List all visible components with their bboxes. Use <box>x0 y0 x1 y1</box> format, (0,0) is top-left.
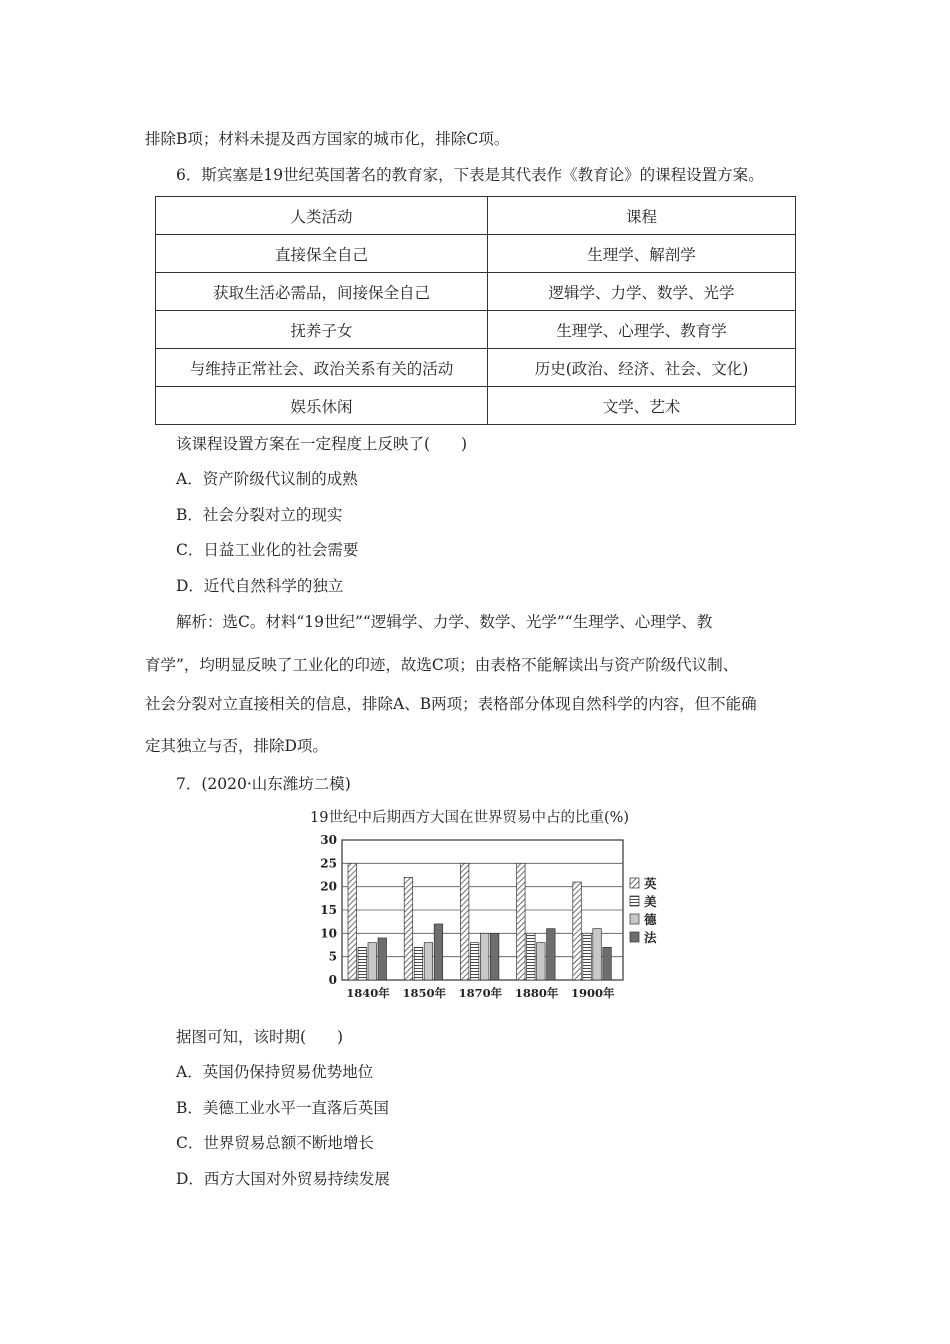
bar <box>547 929 556 980</box>
table-cell: 生理学、解剖学 <box>488 235 796 273</box>
table-row <box>156 273 796 311</box>
table-cell: 娱乐休闲 <box>156 387 488 425</box>
bar <box>434 924 443 980</box>
y-tick-label: 10 <box>320 926 337 941</box>
y-tick-label: 0 <box>328 973 337 987</box>
option-b: B．美德工业水平一直落后英国 <box>176 1099 389 1117</box>
bar <box>348 863 357 980</box>
table-cell: 获取生活必需品，间接保全自己 <box>156 273 488 311</box>
table-row <box>156 349 796 387</box>
question-6-stem: 该课程设置方案在一定程度上反映了( ) <box>176 435 468 453</box>
bar <box>490 933 499 980</box>
table-cell: 文学、艺术 <box>488 387 796 425</box>
table-cell: 直接保全自己 <box>156 235 488 273</box>
y-tick-label: 5 <box>328 949 337 964</box>
table-header: 课程 <box>488 197 796 235</box>
question-7-stem: 据图可知，该时期( ) <box>176 1028 344 1046</box>
x-tick-label: 1870年 <box>458 986 503 1000</box>
x-tick-label: 1840年 <box>346 986 390 1000</box>
bar <box>460 863 469 980</box>
bar <box>593 929 602 980</box>
y-tick-label: 25 <box>320 856 337 871</box>
table-row <box>156 311 796 349</box>
option-d: D．近代自然科学的独立 <box>176 577 344 595</box>
table-cell: 历史(政治、经济、社会、文化) <box>488 349 796 387</box>
x-tick-label: 1900年 <box>571 986 615 1000</box>
option-d: D．西方大国对外贸易持续发展 <box>176 1170 390 1188</box>
bar <box>368 943 377 980</box>
text-line: 排除B项；材料未提及西方国家的城市化，排除C项。 <box>145 130 510 148</box>
bar <box>470 943 479 980</box>
table-header: 人类活动 <box>156 197 488 235</box>
table-cell: 与维持正常社会、政治关系有关的活动 <box>156 349 488 387</box>
bar <box>517 863 526 980</box>
bar <box>424 943 433 980</box>
bar <box>527 933 536 980</box>
bar <box>537 943 546 980</box>
legend-label: 法 <box>644 930 657 945</box>
question-6: 6．斯宾塞是19世纪英国著名的教育家，下表是其代表作《教育论》的课程设置方案。 <box>176 166 764 184</box>
legend-swatch <box>630 914 639 924</box>
y-tick-label: 20 <box>320 879 337 894</box>
table-cell: 生理学、心理学、教育学 <box>488 311 796 349</box>
legend-label: 英 <box>644 876 657 891</box>
curriculum-table <box>155 196 796 425</box>
trade-share-chart <box>305 830 685 1005</box>
y-tick-label: 30 <box>320 833 337 847</box>
bar <box>404 877 413 980</box>
bar <box>603 947 612 980</box>
analysis-line: 解析：选C。材料“19世纪”“逻辑学、力学、数学、光学”“生理学、心理学、教 <box>176 613 713 631</box>
option-b: B．社会分裂对立的现实 <box>176 506 343 524</box>
legend-label: 德 <box>644 912 657 927</box>
legend-swatch <box>630 896 639 906</box>
table-cell: 抚养子女 <box>156 311 488 349</box>
bar <box>480 933 489 980</box>
option-a: A．英国仍保持贸易优势地位 <box>176 1063 374 1081</box>
y-tick-label: 15 <box>320 903 337 917</box>
bar <box>583 933 592 980</box>
table-row <box>156 235 796 273</box>
table-row <box>156 387 796 425</box>
chart-title: 19世纪中后期西方大国在世界贸易中占的比重(%) <box>310 810 630 826</box>
analysis-line: 育学”，均明显反映了工业化的印迹，故选C项；由表格不能解读出与资产阶级代议制、 <box>145 656 739 674</box>
analysis-line: 社会分裂对立直接相关的信息，排除A、B两项；表格部分体现自然科学的内容，但不能确 <box>145 695 757 713</box>
legend-label: 美 <box>644 894 657 909</box>
legend-swatch <box>630 932 639 942</box>
question-7: 7．(2020·山东潍坊二模) <box>176 775 351 793</box>
bar <box>414 947 423 980</box>
bar <box>358 947 367 980</box>
option-c: C．日益工业化的社会需要 <box>176 541 359 559</box>
x-tick-label: 1880年 <box>514 986 559 1000</box>
bar <box>573 882 582 980</box>
legend-swatch <box>630 878 639 888</box>
option-a: A．资产阶级代议制的成熟 <box>176 470 358 488</box>
table-cell: 逻辑学、力学、数学、光学 <box>488 273 796 311</box>
analysis-line: 定其独立与否，排除D项。 <box>145 737 328 755</box>
table-header-row <box>156 197 796 235</box>
bar <box>378 938 387 980</box>
x-tick-label: 1850年 <box>402 986 446 1000</box>
option-c: C．世界贸易总额不断地增长 <box>176 1134 374 1152</box>
